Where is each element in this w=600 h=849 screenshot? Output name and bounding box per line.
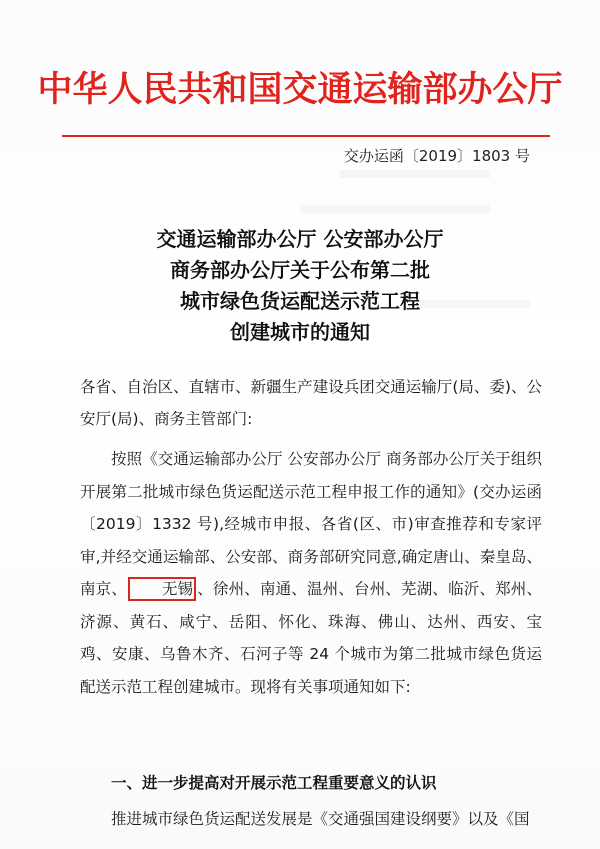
recipients-line: 各省、自治区、直辖市、新疆生产建设兵团交通运输厅(局、委)、公安厅(局)、商务主管部门:	[80, 378, 542, 428]
notice-title	[0, 224, 600, 348]
red-divider-line	[62, 135, 550, 137]
title-line-4: 创建城市的通知	[230, 320, 370, 344]
title-line-3: 城市绿色货运配送示范工程	[180, 289, 420, 313]
bleed-through-shadow	[340, 170, 490, 178]
para1-text-before: 按照《交通运输部办公厅 公安部办公厅 商务部办公厅关于组织开展第二批城市绿色货运配送示范工程申报工作的通知》(交办运函〔2019〕1332 号),经城市申报、各省(区、市)审查推荐和专家评审,并经交通运输部、公安部、商务部研究同意,确定唐山、秦皇岛、南京、	[80, 450, 542, 598]
highlighted-city-wuxi: 无锡	[128, 577, 196, 601]
title-line-2: 商务部办公厅关于公布第二批	[170, 258, 430, 282]
issuing-office-header: 中华人民共和国交通运输部办公厅	[37, 70, 563, 110]
body-paragraph-2: 推进城市绿色货运配送发展是《交通强国建设纲要》以及《国	[111, 810, 530, 828]
para1-text-after: 、徐州、南通、温州、台州、芜湖、临沂、郑州、济源、黄石、咸宁、岳阳、怀化、珠海、佛山、达州、西安、宝鸡、安康、乌鲁木齐、石河子等 24 个城市为第二批城市绿色货运配送示范工程创建城市。现将有关事项通知如下:	[80, 580, 542, 696]
body-paragraph-1	[80, 443, 542, 703]
document-number: 交办运函〔2019〕1803 号	[343, 147, 530, 165]
section-1-heading: 一、进一步提高对开展示范工程重要意义的认识	[111, 774, 437, 792]
title-line-1: 交通运输部办公厅 公安部办公厅	[156, 227, 444, 251]
bleed-through-shadow	[300, 205, 490, 213]
